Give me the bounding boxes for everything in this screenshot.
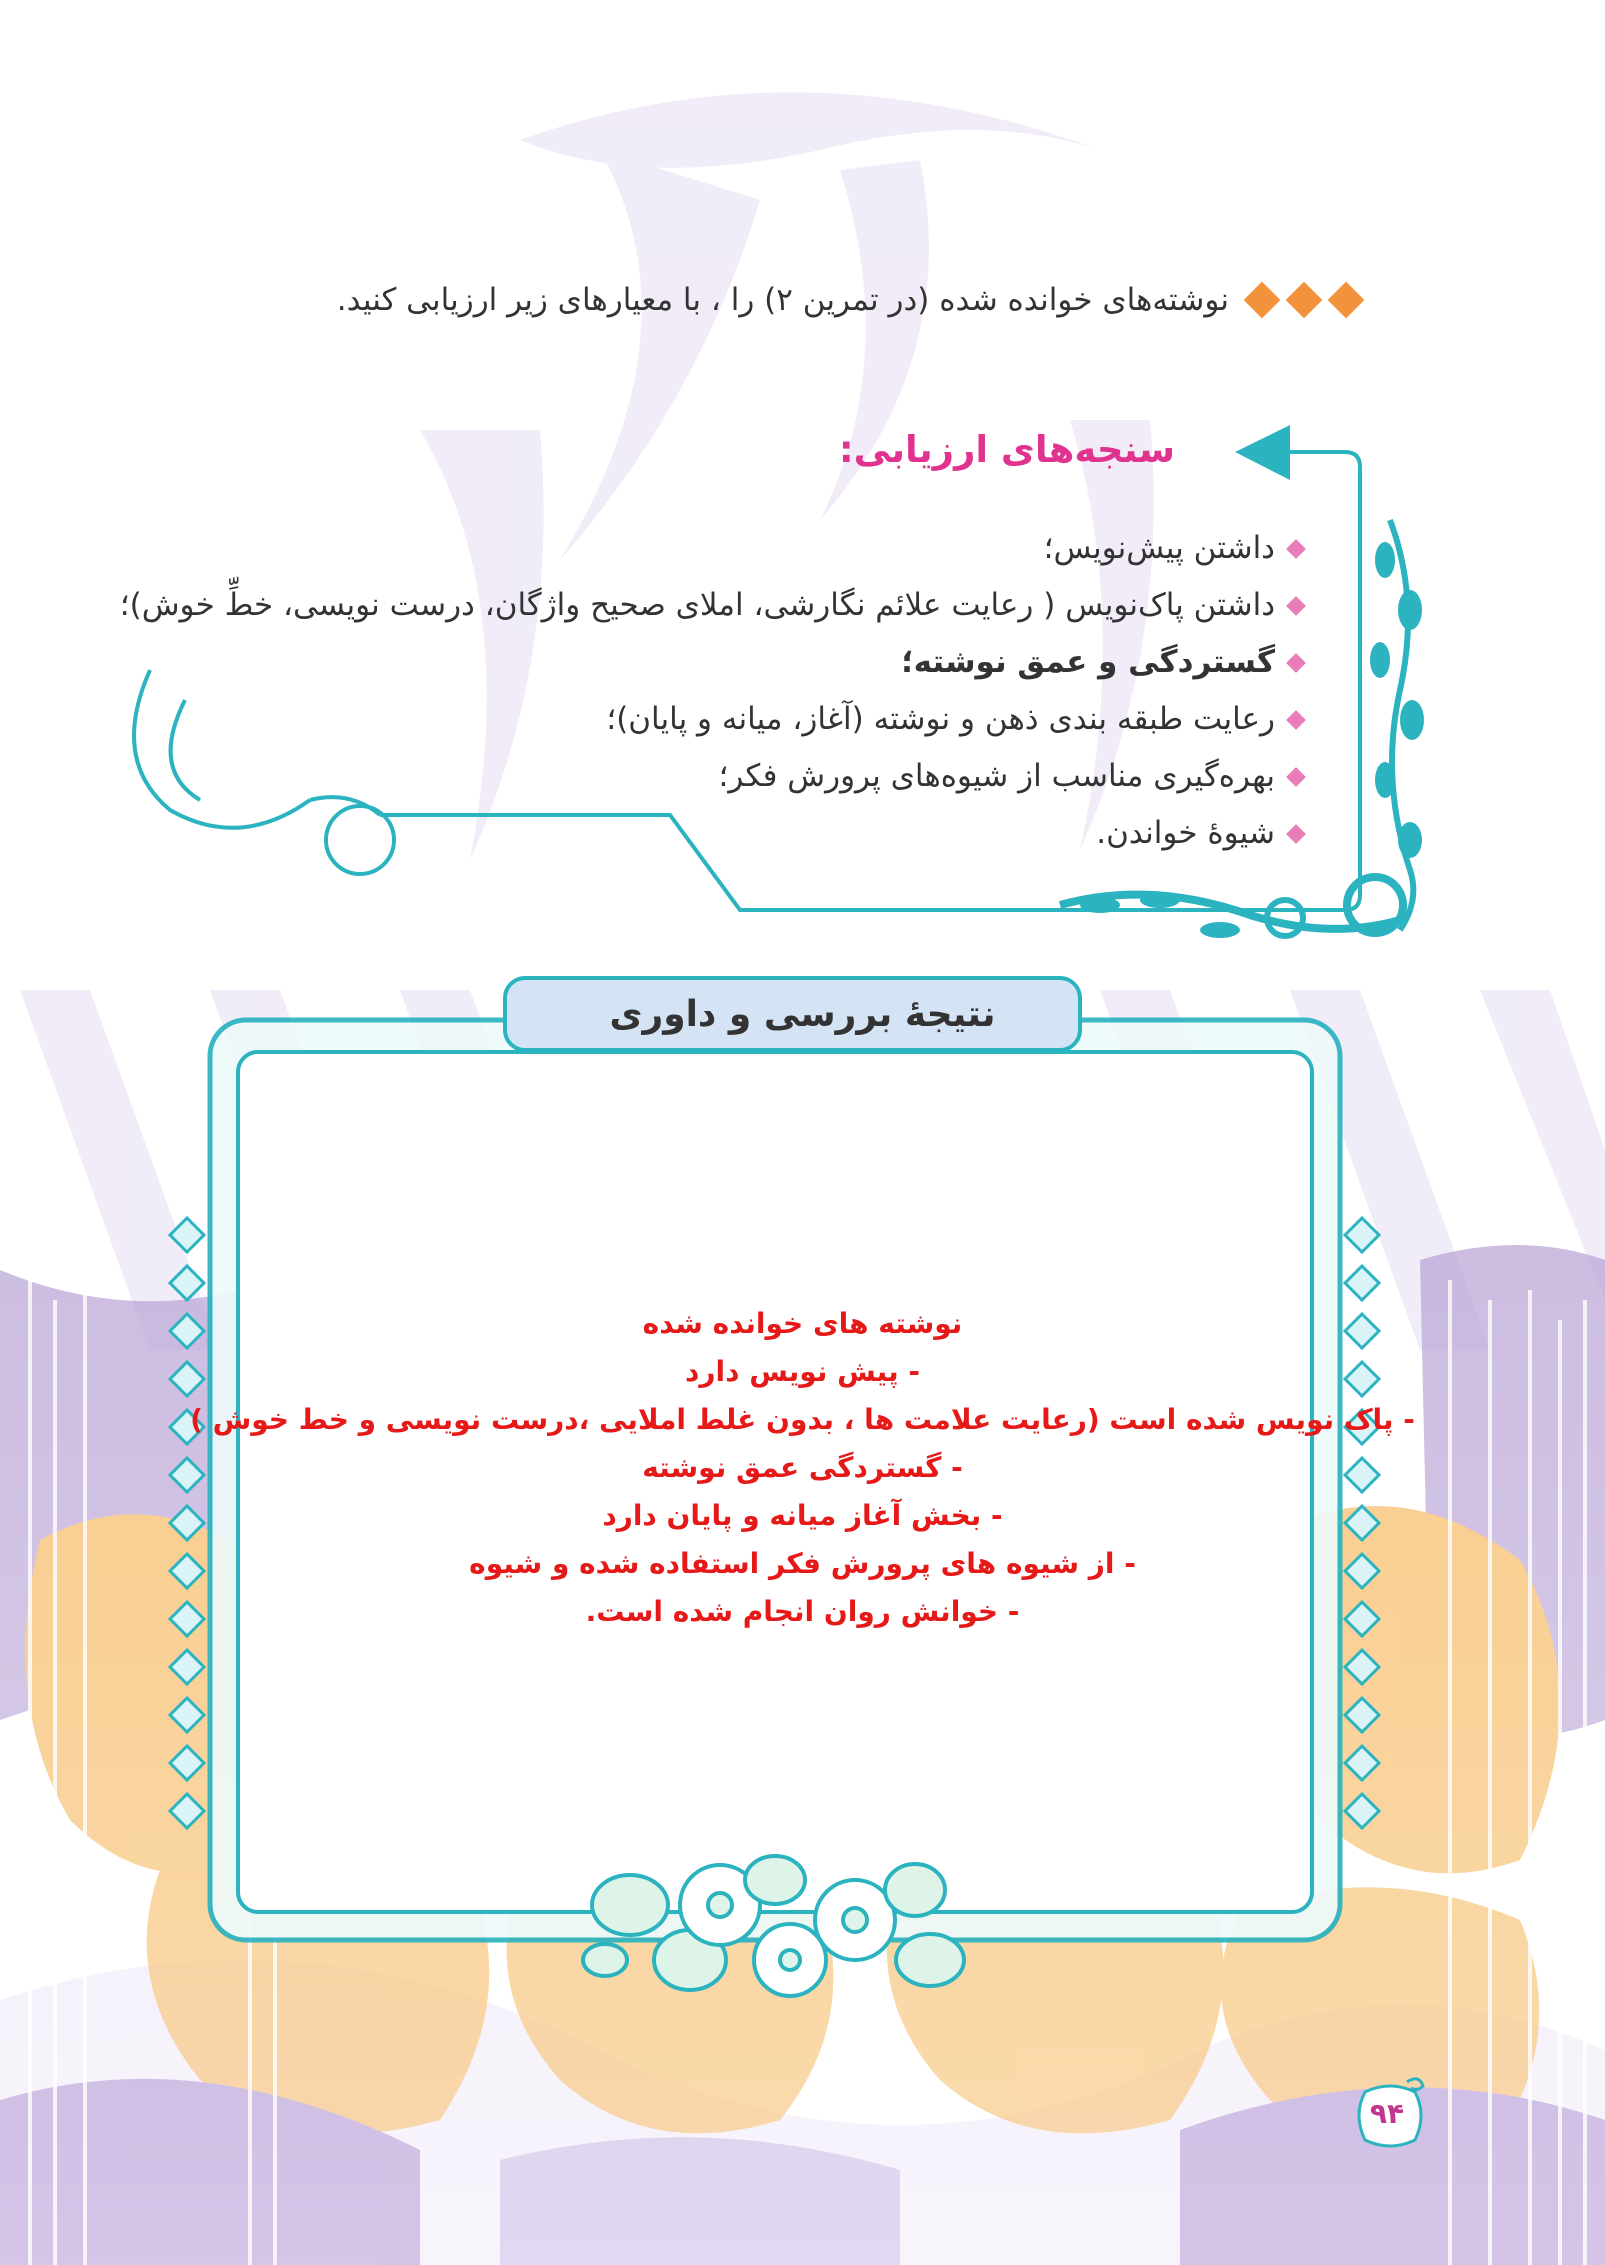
answer-line: - پاک نویس شده است (رعایت علامت ها ، بدون غلط املایی ،درست نویسی و خط خوش ) [190,1403,1415,1436]
instruction-text: نوشته‌های خوانده شده (در تمرین ۲) را ، با معیارهای زیر ارزیابی کنید. [336,282,1229,318]
answer-line: نوشته های خوانده شده [642,1307,963,1340]
page-number: ۹۴ [1369,2096,1405,2130]
pink-diamond-bullet-icon [1286,596,1306,616]
list-item: رعایت طبقه بندی ذهن و نوشته (آغاز، میانه و پایان)؛ [153,691,1303,748]
orange-diamonds-icon [1243,287,1365,313]
pink-diamond-bullet-icon [1286,767,1306,787]
pink-diamond-bullet-icon [1286,824,1306,844]
list-item: گستردگی و عمق نوشته؛ [153,634,1303,691]
list-item: داشتن پاک‌نویس ( رعایت علائم نگارشی، املای صحیح واژگان، درست نویسی، خطِّ خوش)؛ [153,577,1303,634]
answer-line: - پیش نویس دارد [684,1355,920,1388]
result-title: نتیجهٔ بررسی و داوری [609,993,996,1035]
criteria-title: سنجه‌های ارزیابی: [838,428,1175,471]
pink-diamond-bullet-icon [1286,710,1306,730]
list-item: شیوهٔ خواندن. [153,805,1303,862]
answer-line: - از شیوه های پرورش فکر استفاده شده و شیوه [469,1547,1136,1580]
answer-line: - خوانش روان انجام شده است. [585,1595,1020,1628]
list-item: داشتن پیش‌نویس؛ [153,520,1303,577]
pink-diamond-bullet-icon [1286,653,1306,673]
criteria-list [119,520,1303,862]
answer-line: - بخش آغاز میانه و پایان دارد [602,1499,1003,1532]
pink-diamond-bullet-icon [1286,539,1306,559]
handwritten-answer [170,1300,1435,1636]
instruction-line [125,282,1365,318]
answer-line: - گستردگی عمق نوشته [642,1451,963,1484]
list-item: بهره‌گیری مناسب از شیوه‌های پرورش فکر؛ [153,748,1303,805]
